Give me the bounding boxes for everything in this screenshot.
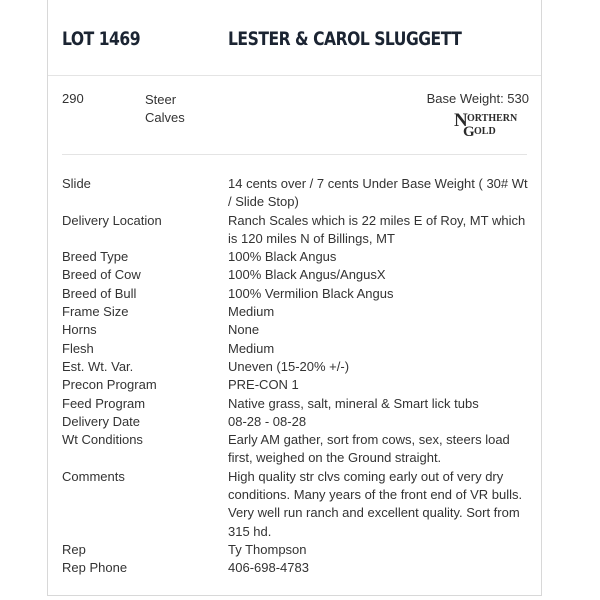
section-divider <box>62 154 527 155</box>
detail-label: Delivery Location <box>62 212 162 228</box>
detail-row-slide <box>62 175 532 212</box>
detail-row-est-wt-var <box>62 358 532 376</box>
lot-card <box>47 0 542 596</box>
detail-label: Comments <box>62 468 125 484</box>
detail-label: Est. Wt. Var. <box>62 358 134 374</box>
detail-row-horns <box>62 321 532 339</box>
detail-label: Wt Conditions <box>62 432 143 448</box>
detail-label: Breed of Bull <box>62 285 137 301</box>
detail-row-rep <box>62 541 532 559</box>
detail-label: Delivery Date <box>62 413 141 429</box>
detail-row-feed-program <box>62 395 532 413</box>
detail-label: Rep <box>62 541 86 557</box>
detail-value: PRE-CON 1 <box>228 377 299 393</box>
lot-header <box>48 0 541 76</box>
detail-value: 100% Black Angus <box>228 249 337 265</box>
detail-value: 406-698-4783 <box>228 560 309 576</box>
cattle-kind-line1: Steer <box>145 92 177 107</box>
detail-label: Slide <box>62 176 91 191</box>
detail-value: Ty Thompson <box>228 541 307 557</box>
detail-value: 100% Black Angus/AngusX <box>228 267 386 283</box>
detail-row-flesh <box>62 340 532 358</box>
lot-summary <box>48 76 541 154</box>
detail-value: None <box>228 322 260 338</box>
detail-value: High quality str clvs coming early out of very dry conditions. Many years of the front end of VR bulls. Very well run ranch and excellent quality. Sort from 315 hd. <box>228 468 523 539</box>
detail-label: Frame Size <box>62 304 129 320</box>
detail-label: Breed of Cow <box>62 267 141 283</box>
detail-value: Uneven (15-20% +/-) <box>228 358 350 374</box>
detail-row-comments <box>62 468 532 541</box>
seller-name: LESTER & CAROL SLUGGETT <box>228 28 462 50</box>
lot-details <box>62 175 532 578</box>
northern-gold-logo <box>453 109 529 137</box>
detail-label: Feed Program <box>62 395 146 411</box>
detail-label: Horns <box>62 322 97 338</box>
detail-value: 14 cents over / 7 cents Under Base Weight ( 30# Wt / Slide Stop) <box>228 176 528 210</box>
base-weight: Base Weight: 530 <box>426 91 529 106</box>
cattle-kind <box>145 91 215 127</box>
detail-row-delivery-date <box>62 413 532 431</box>
detail-row-frame-size <box>62 303 532 321</box>
cattle-kind-line2: Calves <box>145 110 185 125</box>
detail-value: Early AM gather, sort from cows, sex, steers load first, weighed on the Ground straight. <box>228 432 510 466</box>
logo-letter-n: N <box>454 110 468 131</box>
detail-label: Breed Type <box>62 249 129 265</box>
detail-label: Rep Phone <box>62 560 128 576</box>
detail-row-precon-program <box>62 376 532 394</box>
detail-label: Flesh <box>62 340 94 356</box>
detail-value: Native grass, salt, mineral & Smart lick tubs <box>228 395 479 411</box>
logo-letter-g: G <box>463 124 475 137</box>
logo-text-bottom: OLD <box>474 126 496 137</box>
detail-row-wt-conditions <box>62 431 532 468</box>
detail-value: 08-28 - 08-28 <box>228 413 307 429</box>
detail-row-breed-type <box>62 248 532 266</box>
detail-row-breed-of-bull <box>62 285 532 303</box>
detail-value: Medium <box>228 304 275 320</box>
lot-number: LOT 1469 <box>62 28 141 50</box>
detail-value: Medium <box>228 340 275 356</box>
detail-value: Ranch Scales which is 22 miles E of Roy, MT which is 120 miles N of Billings, MT <box>228 212 526 246</box>
logo-text-top: ORTHERN <box>467 113 518 124</box>
detail-row-delivery-location <box>62 212 532 249</box>
detail-row-rep-phone <box>62 559 532 577</box>
detail-value: 100% Vermilion Black Angus <box>228 285 394 301</box>
head-count: 290 <box>62 91 84 106</box>
detail-row-breed-of-cow <box>62 266 532 284</box>
detail-label: Precon Program <box>62 377 157 393</box>
